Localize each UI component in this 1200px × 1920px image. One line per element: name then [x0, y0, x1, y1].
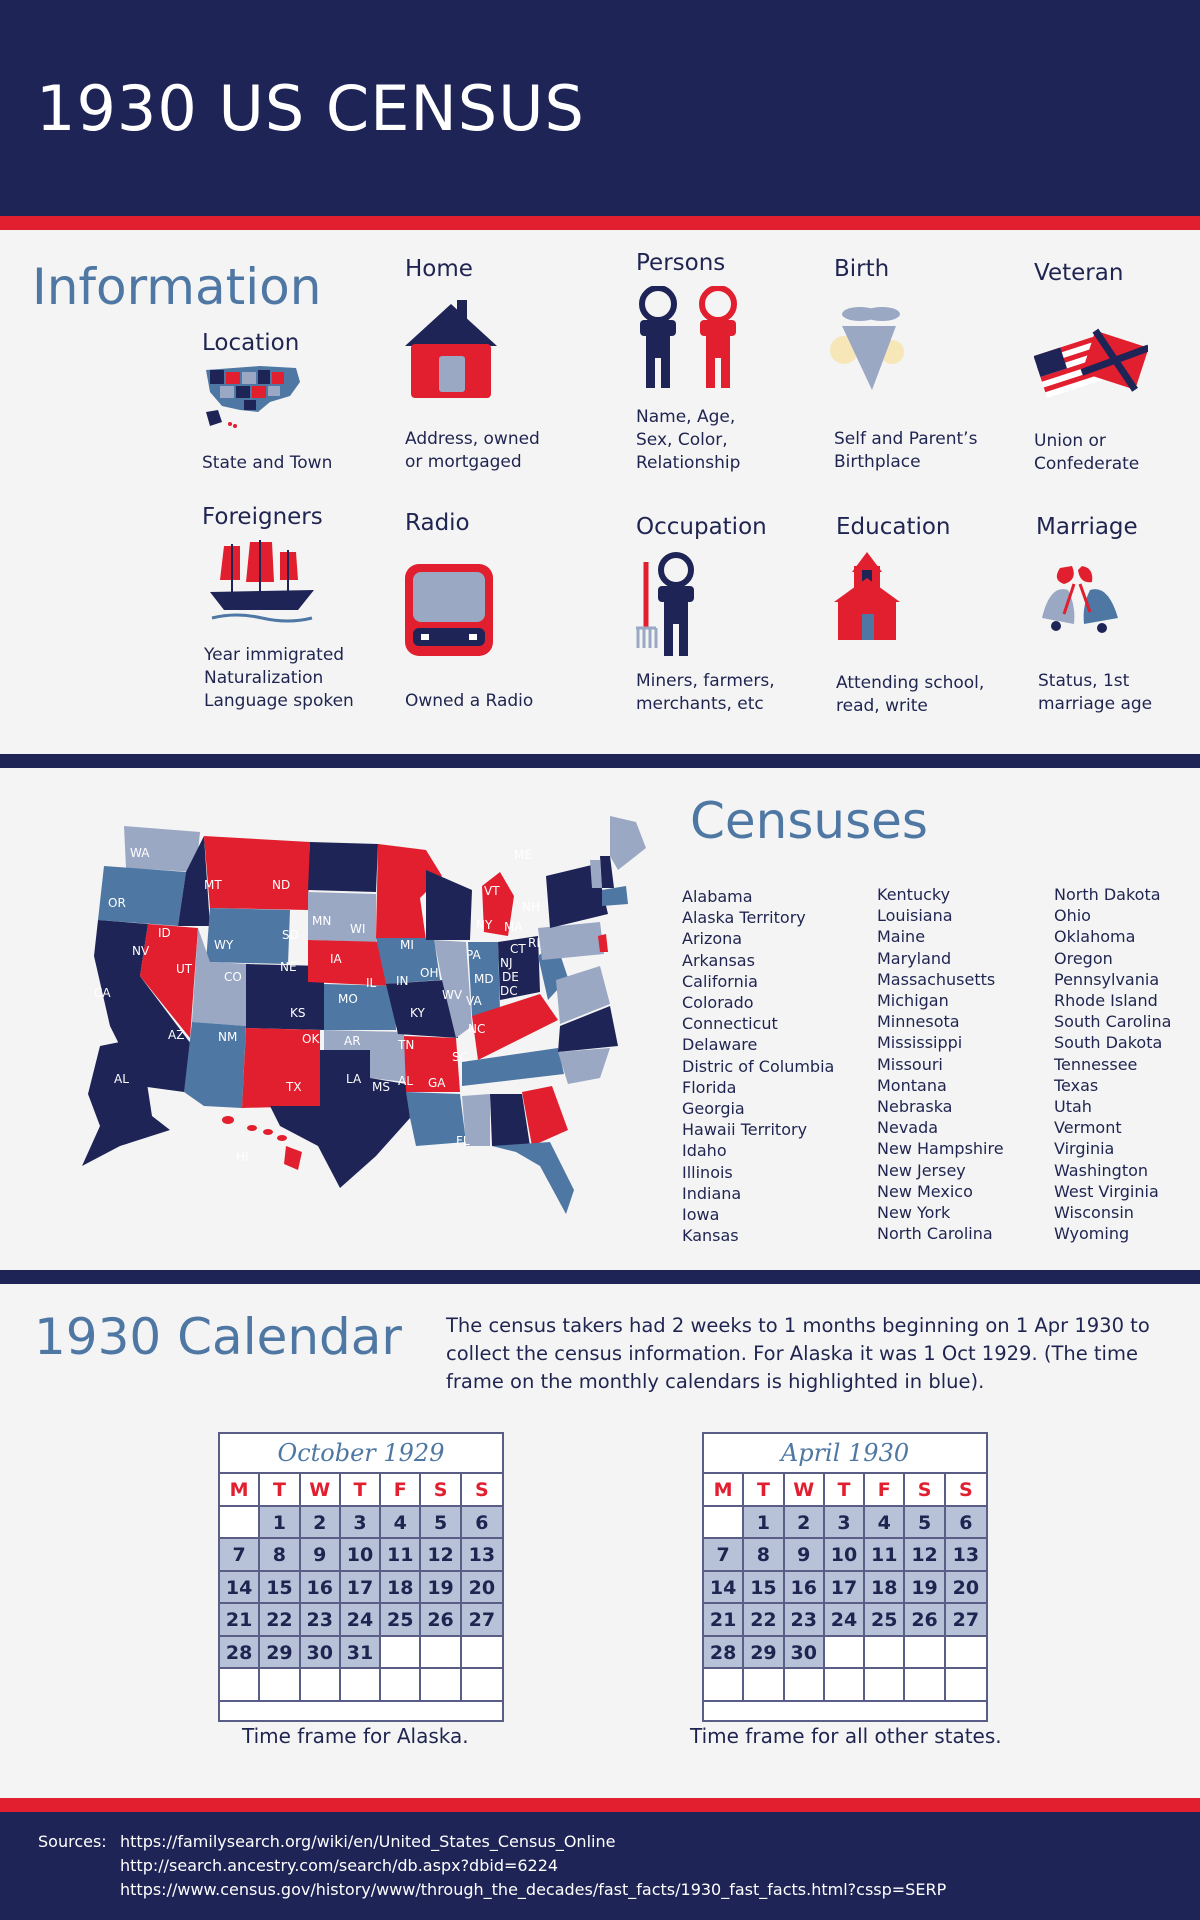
state-list-item: New York [877, 1203, 951, 1223]
map-state-label: AR [344, 1034, 361, 1048]
states-column-3 [1054, 884, 1171, 1244]
state-list-item: Georgia [682, 1099, 745, 1119]
states-column-2 [877, 884, 1004, 1244]
calendar-day: 5 [905, 1507, 945, 1540]
state-list-item: Colorado [682, 993, 754, 1013]
calendar-empty-cell [704, 1507, 744, 1540]
calendar-day: 16 [785, 1572, 825, 1605]
calendar-day: 9 [301, 1539, 341, 1572]
calendar-empty-cell [946, 1637, 986, 1670]
map-state-label: MS [372, 1080, 390, 1094]
state-list-item: West Virginia [1054, 1181, 1159, 1201]
calendar-empty-cell [905, 1637, 945, 1670]
divider-navy-2 [0, 1270, 1200, 1284]
map-state-label: MO [338, 992, 358, 1006]
page-title: 1930 US CENSUS [36, 72, 585, 145]
calendar-empty-cell [744, 1669, 784, 1702]
weekday-header: S [421, 1474, 461, 1507]
weekday-header: M [704, 1474, 744, 1507]
calendar-empty-cell [301, 1669, 341, 1702]
state-list-item: Wyoming [1054, 1224, 1130, 1244]
map-state-label: TX [286, 1080, 302, 1094]
calendar-empty-cell [946, 1669, 986, 1702]
state-list-item: Arkansas [682, 950, 755, 970]
map-state-label: SC [452, 1050, 468, 1064]
map-state-label: WA [130, 846, 150, 860]
state-list-item: Delaware [682, 1035, 758, 1055]
calendar-day: 25 [381, 1604, 421, 1637]
state-list-item: Florida [682, 1077, 737, 1097]
map-state-label: TN [398, 1038, 415, 1052]
calendar-day: 29 [744, 1637, 784, 1670]
calendar-caption-other-states: Time frame for all other states. [690, 1724, 1002, 1748]
source-link-2[interactable]: http://search.ancestry.com/search/db.aspx?dbid=6224 [120, 1856, 559, 1875]
location-title: Location [202, 330, 300, 356]
state-list-item: Mississippi [877, 1033, 963, 1053]
home-title: Home [405, 256, 473, 282]
weekday-header: T [825, 1474, 865, 1507]
calendar-day: 27 [946, 1604, 986, 1637]
map-state-label: AL [398, 1074, 413, 1088]
map-state-label: IA [330, 952, 342, 966]
map-state-label: NH [522, 900, 540, 914]
calendar-day: 6 [462, 1507, 502, 1540]
radio-title: Radio [405, 510, 470, 536]
information-heading: Information [32, 258, 322, 316]
state-list-item: South Carolina [1054, 1012, 1172, 1032]
calendar-empty-cell [704, 1669, 744, 1702]
map-state-label: NJ [500, 956, 513, 970]
calendar-day: 28 [220, 1637, 260, 1670]
map-state-label: AL [114, 1072, 129, 1086]
state-list-item: North Carolina [877, 1224, 993, 1244]
calendar-day: 17 [341, 1572, 381, 1605]
state-list-item: Oregon [1054, 948, 1113, 968]
foreigners-title: Foreigners [202, 504, 323, 530]
map-state-label: CT [510, 942, 526, 956]
censuses-section [0, 768, 1200, 1270]
calendar-day: 4 [865, 1507, 905, 1540]
state-list-item: Distric of Columbia [682, 1056, 835, 1076]
calendar-day: 28 [704, 1637, 744, 1670]
calendar-day: 5 [421, 1507, 461, 1540]
calendar-day: 14 [220, 1572, 260, 1605]
location-desc: State and Town [202, 453, 333, 473]
calendar-section [0, 1284, 1200, 1798]
calendar-day: 3 [825, 1507, 865, 1540]
map-state-label: MN [312, 914, 332, 928]
state-list-item: Minnesota [877, 1012, 960, 1032]
calendar-title: April 1930 [704, 1434, 986, 1474]
calendar-day: 15 [260, 1572, 300, 1605]
calendar-day: 11 [865, 1539, 905, 1572]
header-banner [0, 0, 1200, 216]
calendar-grid [704, 1474, 986, 1702]
state-list-item: Texas [1054, 1075, 1099, 1095]
source-link-1[interactable]: https://familysearch.org/wiki/en/United_States_Census_Online [120, 1832, 616, 1851]
education-desc: Attending school, read, write [836, 673, 985, 716]
calendar-empty-cell [341, 1669, 381, 1702]
weekday-header: S [946, 1474, 986, 1507]
calendar-day: 17 [825, 1572, 865, 1605]
calendar-empty-cell [865, 1637, 905, 1670]
foreigners-desc: Year immigrated Naturalization Language spoken [204, 645, 354, 711]
map-state-label: AZ [168, 1028, 185, 1042]
calendar-day: 13 [946, 1539, 986, 1572]
calendar-day: 23 [301, 1604, 341, 1637]
calendar-grid [220, 1474, 502, 1702]
calendar-day: 7 [704, 1539, 744, 1572]
state-list-item: South Dakota [1054, 1033, 1163, 1053]
map-state-label: NV [132, 944, 150, 958]
calendar-day: 26 [905, 1604, 945, 1637]
calendar-day: 27 [462, 1604, 502, 1637]
calendar-day: 30 [301, 1637, 341, 1670]
radio-icon [405, 564, 493, 656]
sources-label: Sources: [38, 1832, 107, 1851]
state-list-item: Wisconsin [1054, 1203, 1134, 1223]
state-list-item: New Jersey [877, 1160, 966, 1180]
birth-title: Birth [834, 256, 890, 282]
calendar-day: 23 [785, 1604, 825, 1637]
divider-red-bottom [0, 1798, 1200, 1812]
map-state-label: DE [502, 970, 519, 984]
map-state-labels [80, 816, 670, 1216]
state-list-item: Illinois [682, 1162, 733, 1182]
state-list-item: Kansas [682, 1226, 739, 1246]
calendar-day: 26 [421, 1604, 461, 1637]
calendar-day: 11 [381, 1539, 421, 1572]
calendar-day: 1 [260, 1507, 300, 1540]
calendar-day: 19 [421, 1572, 461, 1605]
calendar-october-1929 [218, 1432, 504, 1722]
persons-title: Persons [636, 250, 726, 276]
map-state-label: OH [420, 966, 439, 980]
farmer-pitchfork-icon [636, 552, 704, 660]
calendar-day: 15 [744, 1572, 784, 1605]
calendar-day: 9 [785, 1539, 825, 1572]
state-list-item: Louisiana [877, 906, 953, 926]
calendar-empty-cell [785, 1669, 825, 1702]
calendar-day: 13 [462, 1539, 502, 1572]
usa-map-icon [200, 362, 306, 434]
radio-desc: Owned a Radio [405, 691, 534, 711]
calendar-day: 10 [825, 1539, 865, 1572]
weekday-header: F [865, 1474, 905, 1507]
state-list-item: Virginia [1054, 1139, 1115, 1159]
state-list-item: Alaska Territory [682, 908, 806, 928]
calendar-empty-cell [421, 1637, 461, 1670]
state-list-item: Utah [1054, 1097, 1092, 1117]
calendar-day: 29 [260, 1637, 300, 1670]
censuses-heading: Censuses [690, 792, 928, 850]
map-state-label: GA [428, 1076, 446, 1090]
calendar-day: 8 [744, 1539, 784, 1572]
calendar-day: 14 [704, 1572, 744, 1605]
state-list-item: New Mexico [877, 1181, 973, 1201]
calendar-day: 7 [220, 1539, 260, 1572]
calendar-day: 20 [462, 1572, 502, 1605]
map-state-label: NE [280, 960, 297, 974]
state-list-item: Kentucky [877, 885, 951, 904]
map-state-label: MA [504, 920, 523, 934]
calendar-day: 19 [905, 1572, 945, 1605]
map-state-label: KS [290, 1006, 306, 1020]
schoolhouse-icon [834, 550, 900, 642]
veteran-title: Veteran [1034, 260, 1124, 286]
calendar-empty-cell [825, 1637, 865, 1670]
state-list-item: Tennessee [1054, 1054, 1138, 1074]
calendar-day: 21 [704, 1604, 744, 1637]
map-state-label: WY [214, 938, 234, 952]
calendar-day: 24 [825, 1604, 865, 1637]
map-state-label: VA [466, 994, 482, 1008]
calendar-day: 6 [946, 1507, 986, 1540]
state-list-item: North Dakota [1054, 885, 1161, 904]
weekday-header: S [905, 1474, 945, 1507]
calendar-empty-cell [865, 1669, 905, 1702]
divider-navy [0, 754, 1200, 768]
weekday-header: W [301, 1474, 341, 1507]
map-state-label: NY [476, 918, 493, 932]
calendar-day: 3 [341, 1507, 381, 1540]
state-list-item: California [682, 971, 758, 991]
information-section [0, 230, 1200, 753]
map-state-label: ME [514, 848, 532, 862]
calendar-day: 22 [744, 1604, 784, 1637]
map-state-label: ID [158, 926, 171, 940]
calendar-empty-cell [381, 1669, 421, 1702]
map-state-label: SD [282, 928, 299, 942]
calendar-empty-cell [421, 1669, 461, 1702]
calendar-empty-cell [260, 1669, 300, 1702]
state-list-item: Michigan [877, 991, 949, 1011]
calendar-empty-cell [381, 1637, 421, 1670]
states-column-1 [682, 886, 834, 1246]
weekday-header: F [381, 1474, 421, 1507]
weekday-header: T [260, 1474, 300, 1507]
weekday-header: T [744, 1474, 784, 1507]
map-state-label: RI [528, 936, 540, 950]
education-title: Education [836, 514, 951, 540]
map-state-label: DC [500, 984, 518, 998]
state-list-item: Idaho [682, 1141, 727, 1161]
map-state-label: FL [456, 1134, 470, 1148]
calendar-day: 18 [381, 1572, 421, 1605]
state-list-item: Ohio [1054, 906, 1091, 926]
map-state-label: OR [108, 896, 126, 910]
occupation-title: Occupation [636, 514, 767, 540]
calendar-day: 22 [260, 1604, 300, 1637]
state-list-item: Massachusetts [877, 969, 996, 989]
calendar-day: 1 [744, 1507, 784, 1540]
state-list-item: Rhode Island [1054, 991, 1158, 1011]
state-list-item: Connecticut [682, 1014, 778, 1034]
state-list-item: Nevada [877, 1118, 939, 1138]
calendar-day: 2 [301, 1507, 341, 1540]
sources-footer [0, 1812, 1200, 1920]
state-list-item: Maryland [877, 948, 952, 968]
map-state-label: CO [224, 970, 242, 984]
calendar-heading: 1930 Calendar [34, 1308, 402, 1366]
map-state-label: WI [350, 922, 366, 936]
calendar-day: 2 [785, 1507, 825, 1540]
map-state-label: NM [218, 1030, 238, 1044]
map-state-label: CA [94, 986, 111, 1000]
map-state-label: IL [366, 976, 377, 990]
calendar-day: 10 [341, 1539, 381, 1572]
calendar-day: 4 [381, 1507, 421, 1540]
persons-desc: Name, Age, Sex, Color, Relationship [636, 407, 741, 473]
weekday-header: T [341, 1474, 381, 1507]
map-state-label: ND [272, 878, 291, 892]
calendar-empty-cell [462, 1637, 502, 1670]
veteran-desc: Union or Confederate [1034, 431, 1140, 474]
weekday-header: W [785, 1474, 825, 1507]
wedding-bells-icon [1034, 562, 1124, 640]
map-state-label: KY [410, 1006, 425, 1020]
state-list-item: Vermont [1054, 1118, 1122, 1138]
calendar-day: 24 [341, 1604, 381, 1637]
state-list-item: Iowa [682, 1205, 720, 1225]
calendar-description: The census takers had 2 weeks to 1 months beginning on 1 Apr 1930 to collect the census information. For Alaska it was 1 Oct 1929. (The time frame on the monthly calendars is highlighted in blue). [446, 1314, 1150, 1393]
map-state-label: UT [176, 962, 193, 976]
map-state-label: LA [346, 1072, 362, 1086]
calendar-title: October 1929 [220, 1434, 502, 1474]
state-list-item: New Hampshire [877, 1139, 1004, 1159]
state-list-item: Arizona [682, 929, 743, 949]
calendar-empty-cell [462, 1669, 502, 1702]
state-list-item: Oklahoma [1054, 927, 1136, 947]
calendar-caption-alaska: Time frame for Alaska. [242, 1724, 469, 1748]
map-state-label: MI [400, 938, 414, 952]
map-state-label: MD [474, 972, 494, 986]
map-state-label: IN [396, 974, 409, 988]
calendar-day: 31 [341, 1637, 381, 1670]
state-list-item: Missouri [877, 1054, 943, 1074]
calendar-april-1930 [702, 1432, 988, 1722]
state-list-item: Washington [1054, 1160, 1149, 1180]
map-state-label: HI [236, 1150, 249, 1164]
calendar-day: 12 [421, 1539, 461, 1572]
state-list-item: Pennsylvania [1054, 969, 1160, 989]
persons-icon [634, 286, 746, 392]
map-state-label: NC [468, 1022, 486, 1036]
calendar-day: 18 [865, 1572, 905, 1605]
map-state-label: WV [442, 988, 463, 1002]
divider-red [0, 216, 1200, 230]
state-list-item: Maine [877, 927, 926, 947]
calendar-empty-cell [220, 1669, 260, 1702]
weekday-header: M [220, 1474, 260, 1507]
state-list-item: Alabama [682, 887, 753, 906]
map-state-label: VT [484, 884, 500, 898]
marriage-desc: Status, 1st marriage age [1038, 671, 1153, 714]
map-state-label: OK [302, 1032, 320, 1046]
flags-icon [1034, 324, 1148, 408]
map-state-label: MT [204, 878, 222, 892]
state-list-item: Montana [877, 1075, 947, 1095]
calendar-empty-cell [825, 1669, 865, 1702]
home-desc: Address, owned or mortgaged [405, 429, 540, 472]
stork-bundle-icon [826, 302, 912, 396]
calendar-day: 25 [865, 1604, 905, 1637]
calendar-day: 8 [260, 1539, 300, 1572]
state-list-item: Hawaii Territory [682, 1120, 808, 1140]
house-icon [405, 298, 497, 400]
birth-desc: Self and Parent’s Birthplace [834, 429, 978, 472]
source-link-3[interactable]: https://www.census.gov/history/www/through_the_decades/fast_facts/1930_fast_facts.html?cssp=SERP [120, 1880, 947, 1899]
calendar-day: 30 [785, 1637, 825, 1670]
map-state-label: PA [466, 948, 481, 962]
calendar-empty-cell [905, 1669, 945, 1702]
calendar-day: 16 [301, 1572, 341, 1605]
calendar-empty-cell [220, 1507, 260, 1540]
ship-icon [210, 540, 314, 624]
marriage-title: Marriage [1036, 514, 1138, 540]
weekday-header: S [462, 1474, 502, 1507]
state-list-item: Indiana [682, 1183, 742, 1203]
calendar-day: 21 [220, 1604, 260, 1637]
occupation-desc: Miners, farmers, merchants, etc [636, 671, 775, 714]
calendar-day: 20 [946, 1572, 986, 1605]
state-list-item: Nebraska [877, 1097, 953, 1117]
calendar-day: 12 [905, 1539, 945, 1572]
